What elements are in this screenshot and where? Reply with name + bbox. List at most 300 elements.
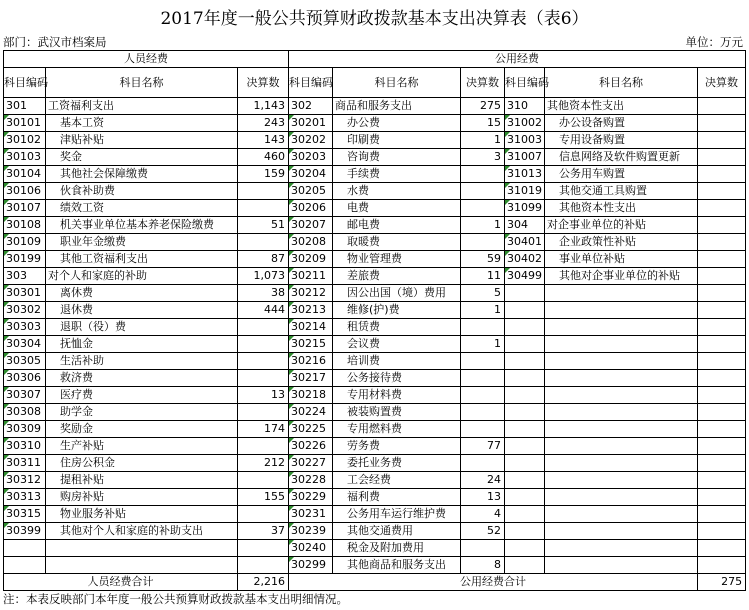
- subject-name-cell: [545, 268, 698, 285]
- amount-cell: [238, 234, 289, 251]
- subject-name-cell: [46, 472, 238, 489]
- subject-code-cell: 30108: [4, 217, 46, 234]
- subject-name-text: 救济费: [60, 371, 93, 384]
- subject-name-cell: [545, 149, 698, 166]
- name-header: 科目名称: [46, 68, 238, 98]
- subject-code-cell: 30313: [4, 489, 46, 506]
- subject-name-cell: [545, 523, 698, 540]
- subject-name-text: 奖金: [60, 150, 82, 163]
- subject-code-cell: 30299: [289, 557, 333, 574]
- amount-cell: [238, 472, 289, 489]
- subject-name-cell: [333, 115, 461, 132]
- amount-cell: 87: [238, 251, 289, 268]
- table-row: [4, 319, 746, 336]
- subject-code-cell: 30226: [289, 438, 333, 455]
- subject-name-text: 福利费: [347, 490, 381, 503]
- amount-cell: [238, 557, 289, 574]
- subject-name-cell: [46, 523, 238, 540]
- subject-name-cell: [46, 166, 238, 183]
- amount-cell: [461, 370, 505, 387]
- subject-code-cell: 30307: [4, 387, 46, 404]
- amount-cell: [698, 200, 746, 217]
- footnote: 注：本表反映部门本年度一般公共预算财政拨款基本支出明细情况。: [3, 592, 348, 606]
- subject-code-cell: 30303: [4, 319, 46, 336]
- subject-name-text: 商品和服务支出: [335, 99, 413, 112]
- amount-cell: 8: [461, 557, 505, 574]
- subject-name-text: 维修(护)费: [347, 303, 400, 316]
- subject-name-cell: [46, 353, 238, 370]
- subject-name-text: 其他对个人和家庭的补助支出: [60, 524, 203, 537]
- subject-code-cell: 30229: [289, 489, 333, 506]
- subject-code-cell: 301: [4, 98, 46, 115]
- subject-name-cell: [46, 506, 238, 523]
- subject-name-cell: [545, 132, 698, 149]
- subject-code-cell: 30311: [4, 455, 46, 472]
- subject-name-cell: [333, 251, 461, 268]
- subject-name-cell: [333, 421, 461, 438]
- amount-cell: [461, 353, 505, 370]
- amount-cell: 174: [238, 421, 289, 438]
- amount-cell: [238, 353, 289, 370]
- subject-name-text: 助学金: [60, 405, 93, 418]
- subject-code-cell: 30203: [289, 149, 333, 166]
- subject-name-text: 物业服务补贴: [60, 507, 126, 520]
- subject-code-cell: [505, 489, 545, 506]
- amount-cell: [461, 319, 505, 336]
- subject-name-cell: [333, 132, 461, 149]
- subject-code-cell: [505, 540, 545, 557]
- amount-cell: [698, 336, 746, 353]
- subject-name-cell: [333, 557, 461, 574]
- table-row: [4, 472, 746, 489]
- subject-code-cell: 30102: [4, 132, 46, 149]
- subject-name-text: 专用燃料费: [347, 422, 403, 435]
- subject-code-cell: 30301: [4, 285, 46, 302]
- amount-cell: 1: [461, 132, 505, 149]
- subject-code-cell: 30208: [289, 234, 333, 251]
- subject-code-cell: 30306: [4, 370, 46, 387]
- subject-name-text: 邮电费: [347, 218, 381, 231]
- subject-name-text: 机关事业单位基本养老保险缴费: [60, 218, 214, 231]
- subject-code-cell: 30215: [289, 336, 333, 353]
- subject-code-cell: [505, 438, 545, 455]
- subject-code-cell: [505, 336, 545, 353]
- subject-name-cell: [333, 98, 461, 115]
- subject-name-text: 企业政策性补贴: [559, 235, 637, 248]
- amount-header: 决算数: [461, 68, 505, 98]
- amount-cell: [238, 404, 289, 421]
- amount-cell: 3: [461, 149, 505, 166]
- subject-name-cell: [46, 115, 238, 132]
- subject-name-cell: [545, 438, 698, 455]
- subject-name-cell: [333, 336, 461, 353]
- subject-code-cell: 30239: [289, 523, 333, 540]
- personnel-total-value: 2,216: [238, 574, 289, 591]
- subject-code-cell: 30214: [289, 319, 333, 336]
- table-row: [4, 455, 746, 472]
- subject-name-cell: [46, 540, 238, 557]
- subject-name-text: 咨询费: [347, 150, 381, 163]
- table-row: [4, 149, 746, 166]
- amount-cell: [698, 319, 746, 336]
- subject-name-cell: [545, 387, 698, 404]
- subject-code-cell: 30224: [289, 404, 333, 421]
- personnel-group-header: 人员经费: [4, 51, 289, 68]
- amount-cell: 155: [238, 489, 289, 506]
- amount-cell: [698, 132, 746, 149]
- subject-code-cell: 30207: [289, 217, 333, 234]
- subject-name-text: 因公出国（境）费用: [347, 286, 447, 299]
- subject-name-text: 取暖费: [347, 235, 381, 248]
- amount-cell: [698, 455, 746, 472]
- subject-name-cell: [46, 455, 238, 472]
- amount-cell: 1: [461, 336, 505, 353]
- subject-code-cell: 30309: [4, 421, 46, 438]
- subject-name-cell: [46, 251, 238, 268]
- amount-cell: 52: [461, 523, 505, 540]
- table-row: [4, 336, 746, 353]
- subject-name-cell: [46, 285, 238, 302]
- amount-cell: [698, 166, 746, 183]
- table-row: [4, 183, 746, 200]
- subject-name-cell: [46, 302, 238, 319]
- table-row: [4, 438, 746, 455]
- amount-cell: [698, 557, 746, 574]
- subject-code-cell: 30216: [289, 353, 333, 370]
- subject-code-cell: [505, 285, 545, 302]
- table-row: [4, 557, 746, 574]
- subject-code-cell: 30228: [289, 472, 333, 489]
- amount-cell: [698, 268, 746, 285]
- subject-name-cell: [46, 319, 238, 336]
- subject-name-cell: [545, 302, 698, 319]
- subject-code-cell: 30202: [289, 132, 333, 149]
- subject-code-cell: [505, 404, 545, 421]
- subject-code-cell: 30209: [289, 251, 333, 268]
- subject-name-text: 其他对企事业单位的补贴: [559, 269, 681, 282]
- subject-name-cell: [333, 438, 461, 455]
- amount-cell: [698, 149, 746, 166]
- amount-cell: 11: [461, 268, 505, 285]
- subject-name-text: 差旅费: [347, 269, 381, 282]
- subject-name-text: 委托业务费: [347, 456, 403, 469]
- subject-name-cell: [46, 149, 238, 166]
- amount-cell: 59: [461, 251, 505, 268]
- subject-code-cell: 303: [4, 268, 46, 285]
- subject-name-text: 劳务费: [347, 439, 381, 452]
- subject-name-cell: [46, 370, 238, 387]
- subject-code-cell: 30310: [4, 438, 46, 455]
- amount-cell: [698, 404, 746, 421]
- subject-name-text: 购房补贴: [60, 490, 104, 503]
- amount-cell: [698, 540, 746, 557]
- subject-code-cell: 30213: [289, 302, 333, 319]
- table-row: [4, 540, 746, 557]
- subject-code-cell: [505, 370, 545, 387]
- subject-code-cell: [505, 506, 545, 523]
- subject-name-text: 办公费: [347, 116, 381, 129]
- subject-code-cell: [505, 353, 545, 370]
- subject-name-cell: [545, 540, 698, 557]
- subject-code-cell: 31007: [505, 149, 545, 166]
- subject-code-cell: 302: [289, 98, 333, 115]
- subject-name-text: 租赁费: [347, 320, 381, 333]
- subject-code-cell: 30402: [505, 251, 545, 268]
- subject-name-cell: [545, 166, 698, 183]
- amount-cell: [238, 540, 289, 557]
- subject-name-cell: [545, 217, 698, 234]
- amount-cell: 15: [461, 115, 505, 132]
- subject-name-cell: [545, 370, 698, 387]
- subject-code-cell: 30107: [4, 200, 46, 217]
- subject-name-cell: [333, 404, 461, 421]
- amount-cell: [698, 353, 746, 370]
- name-header: 科目名称: [545, 68, 698, 98]
- subject-name-text: 对企事业单位的补贴: [547, 218, 647, 231]
- subject-name-text: 其他资本性支出: [559, 201, 637, 214]
- subject-name-text: 手续费: [347, 167, 381, 180]
- subject-name-text: 其他商品和服务支出: [347, 558, 447, 571]
- subject-name-text: 医疗费: [60, 388, 93, 401]
- amount-cell: 460: [238, 149, 289, 166]
- table-row: [4, 523, 746, 540]
- subject-name-cell: [46, 132, 238, 149]
- subject-code-cell: 30211: [289, 268, 333, 285]
- amount-cell: 37: [238, 523, 289, 540]
- subject-code-cell: [4, 540, 46, 557]
- subject-name-text: 其他交通费用: [347, 524, 414, 537]
- amount-cell: [461, 234, 505, 251]
- subject-name-cell: [333, 166, 461, 183]
- subject-code-cell: 30227: [289, 455, 333, 472]
- subject-name-text: 绩效工资: [60, 201, 104, 214]
- amount-cell: [461, 387, 505, 404]
- amount-cell: [238, 336, 289, 353]
- amount-cell: 1,073: [238, 268, 289, 285]
- code-header: 科目编码: [505, 68, 545, 98]
- table-row: [4, 404, 746, 421]
- subject-name-cell: [545, 319, 698, 336]
- subject-name-cell: [333, 217, 461, 234]
- subject-name-cell: [46, 234, 238, 251]
- amount-cell: [461, 200, 505, 217]
- amount-cell: [698, 234, 746, 251]
- subject-name-cell: [46, 200, 238, 217]
- subject-code-cell: 30206: [289, 200, 333, 217]
- table-row: [4, 489, 746, 506]
- subject-code-cell: 30312: [4, 472, 46, 489]
- table-row: [4, 387, 746, 404]
- amount-cell: [238, 506, 289, 523]
- subject-code-cell: [505, 523, 545, 540]
- subject-code-cell: 31019: [505, 183, 545, 200]
- subject-code-cell: 30399: [4, 523, 46, 540]
- amount-cell: 24: [461, 472, 505, 489]
- subject-code-cell: 304: [505, 217, 545, 234]
- subject-name-text: 其他社会保障缴费: [60, 167, 148, 180]
- amount-cell: [698, 523, 746, 540]
- amount-cell: [698, 370, 746, 387]
- subject-name-text: 其他资本性支出: [547, 99, 625, 112]
- subject-name-cell: [333, 302, 461, 319]
- subject-code-cell: 30302: [4, 302, 46, 319]
- subject-name-text: 职业年金缴费: [60, 235, 126, 248]
- subject-name-cell: [46, 404, 238, 421]
- amount-cell: [698, 472, 746, 489]
- subject-code-cell: 30217: [289, 370, 333, 387]
- amount-cell: [461, 404, 505, 421]
- subject-code-cell: [505, 472, 545, 489]
- amount-cell: 5: [461, 285, 505, 302]
- table-body: [4, 98, 746, 574]
- subject-code-cell: 30212: [289, 285, 333, 302]
- subject-code-cell: 31002: [505, 115, 545, 132]
- subject-name-text: 基本工资: [60, 116, 104, 129]
- subject-name-cell: [545, 557, 698, 574]
- subject-name-text: 专用设备购置: [559, 133, 626, 146]
- subject-code-cell: 30199: [4, 251, 46, 268]
- amount-cell: 143: [238, 132, 289, 149]
- subject-name-cell: [46, 557, 238, 574]
- subject-code-cell: 31013: [505, 166, 545, 183]
- amount-cell: [698, 285, 746, 302]
- subject-name-cell: [545, 183, 698, 200]
- amount-cell: 1,143: [238, 98, 289, 115]
- subject-code-cell: [505, 387, 545, 404]
- subject-code-cell: 30401: [505, 234, 545, 251]
- table-row: [4, 421, 746, 438]
- subject-name-text: 公务用车运行维护费: [347, 507, 447, 520]
- subject-name-cell: [333, 489, 461, 506]
- amount-cell: [461, 540, 505, 557]
- amount-cell: [698, 183, 746, 200]
- subject-name-text: 退职（役）费: [60, 320, 126, 333]
- subject-name-text: 其他工资福利支出: [60, 252, 148, 265]
- amount-cell: [698, 489, 746, 506]
- amount-cell: 243: [238, 115, 289, 132]
- subject-name-cell: [333, 319, 461, 336]
- subject-name-text: 电费: [347, 201, 370, 214]
- subject-name-cell: [545, 353, 698, 370]
- amount-cell: [698, 302, 746, 319]
- subject-name-text: 伙食补助费: [60, 184, 115, 197]
- subject-code-cell: 30499: [505, 268, 545, 285]
- subject-name-text: 税金及附加费用: [347, 541, 425, 554]
- amount-cell: 77: [461, 438, 505, 455]
- public-group-header: 公用经费: [289, 51, 746, 68]
- subject-name-cell: [333, 523, 461, 540]
- subject-name-text: 公务用车购置: [559, 167, 626, 180]
- subject-name-cell: [333, 472, 461, 489]
- amount-cell: [238, 438, 289, 455]
- table-row: [4, 132, 746, 149]
- table-row: [4, 370, 746, 387]
- subject-name-text: 培训费: [347, 354, 381, 367]
- subject-name-cell: [545, 336, 698, 353]
- subject-name-cell: [333, 370, 461, 387]
- code-header: 科目编码: [4, 68, 46, 98]
- column-header-row: [4, 68, 746, 98]
- subject-name-cell: [333, 353, 461, 370]
- amount-cell: [698, 217, 746, 234]
- subject-code-cell: [505, 557, 545, 574]
- subject-name-text: 信息网络及软件购置更新: [559, 150, 681, 163]
- subject-name-cell: [333, 183, 461, 200]
- table-row: [4, 98, 746, 115]
- subject-name-cell: [333, 285, 461, 302]
- subject-name-cell: [333, 455, 461, 472]
- amount-cell: 1: [461, 302, 505, 319]
- subject-code-cell: 30308: [4, 404, 46, 421]
- amount-cell: 444: [238, 302, 289, 319]
- amount-cell: 275: [461, 98, 505, 115]
- amount-header: 决算数: [238, 68, 289, 98]
- amount-cell: 159: [238, 166, 289, 183]
- subject-name-text: 公务接待费: [347, 371, 403, 384]
- amount-cell: [238, 319, 289, 336]
- amount-cell: 38: [238, 285, 289, 302]
- subject-name-text: 其他交通工具购置: [559, 184, 648, 197]
- subject-code-cell: 30305: [4, 353, 46, 370]
- subject-name-cell: [333, 234, 461, 251]
- name-header: 科目名称: [333, 68, 461, 98]
- table-row: [4, 251, 746, 268]
- subject-name-text: 工会经费: [347, 473, 392, 486]
- subject-code-cell: [505, 421, 545, 438]
- unit-label: 单位：万元: [685, 35, 743, 49]
- subject-code-cell: 310: [505, 98, 545, 115]
- table-row: [4, 200, 746, 217]
- subject-name-text: 被装购置费: [347, 405, 403, 418]
- amount-cell: [698, 506, 746, 523]
- table-row: [4, 166, 746, 183]
- subject-name-text: 津贴补贴: [60, 133, 104, 146]
- subject-name-cell: [545, 472, 698, 489]
- subject-code-cell: 30225: [289, 421, 333, 438]
- amount-cell: [238, 200, 289, 217]
- subject-code-cell: 31099: [505, 200, 545, 217]
- subject-code-cell: 30109: [4, 234, 46, 251]
- subject-code-cell: 30231: [289, 506, 333, 523]
- subject-name-cell: [545, 404, 698, 421]
- subject-name-text: 提租补贴: [60, 473, 104, 486]
- subject-code-cell: [505, 319, 545, 336]
- subject-name-text: 工资福利支出: [48, 99, 114, 112]
- amount-cell: 1: [461, 217, 505, 234]
- table-row: [4, 353, 746, 370]
- subject-name-cell: [545, 98, 698, 115]
- amount-cell: [238, 183, 289, 200]
- subject-code-cell: 30201: [289, 115, 333, 132]
- subject-name-cell: [545, 489, 698, 506]
- subject-name-cell: [46, 438, 238, 455]
- amount-cell: [698, 115, 746, 132]
- table-row: [4, 302, 746, 319]
- subject-name-cell: [545, 455, 698, 472]
- subject-name-text: 事业单位补贴: [559, 252, 626, 265]
- subject-name-cell: [46, 183, 238, 200]
- subject-code-cell: 30106: [4, 183, 46, 200]
- subject-name-cell: [333, 540, 461, 557]
- amount-cell: [698, 438, 746, 455]
- subject-name-text: 水费: [347, 184, 370, 197]
- subject-name-text: 专用材料费: [347, 388, 403, 401]
- amount-cell: [238, 370, 289, 387]
- subject-name-cell: [46, 268, 238, 285]
- amount-cell: 212: [238, 455, 289, 472]
- amount-header: 决算数: [698, 68, 746, 98]
- public-total-label: 公用经费合计: [289, 574, 698, 591]
